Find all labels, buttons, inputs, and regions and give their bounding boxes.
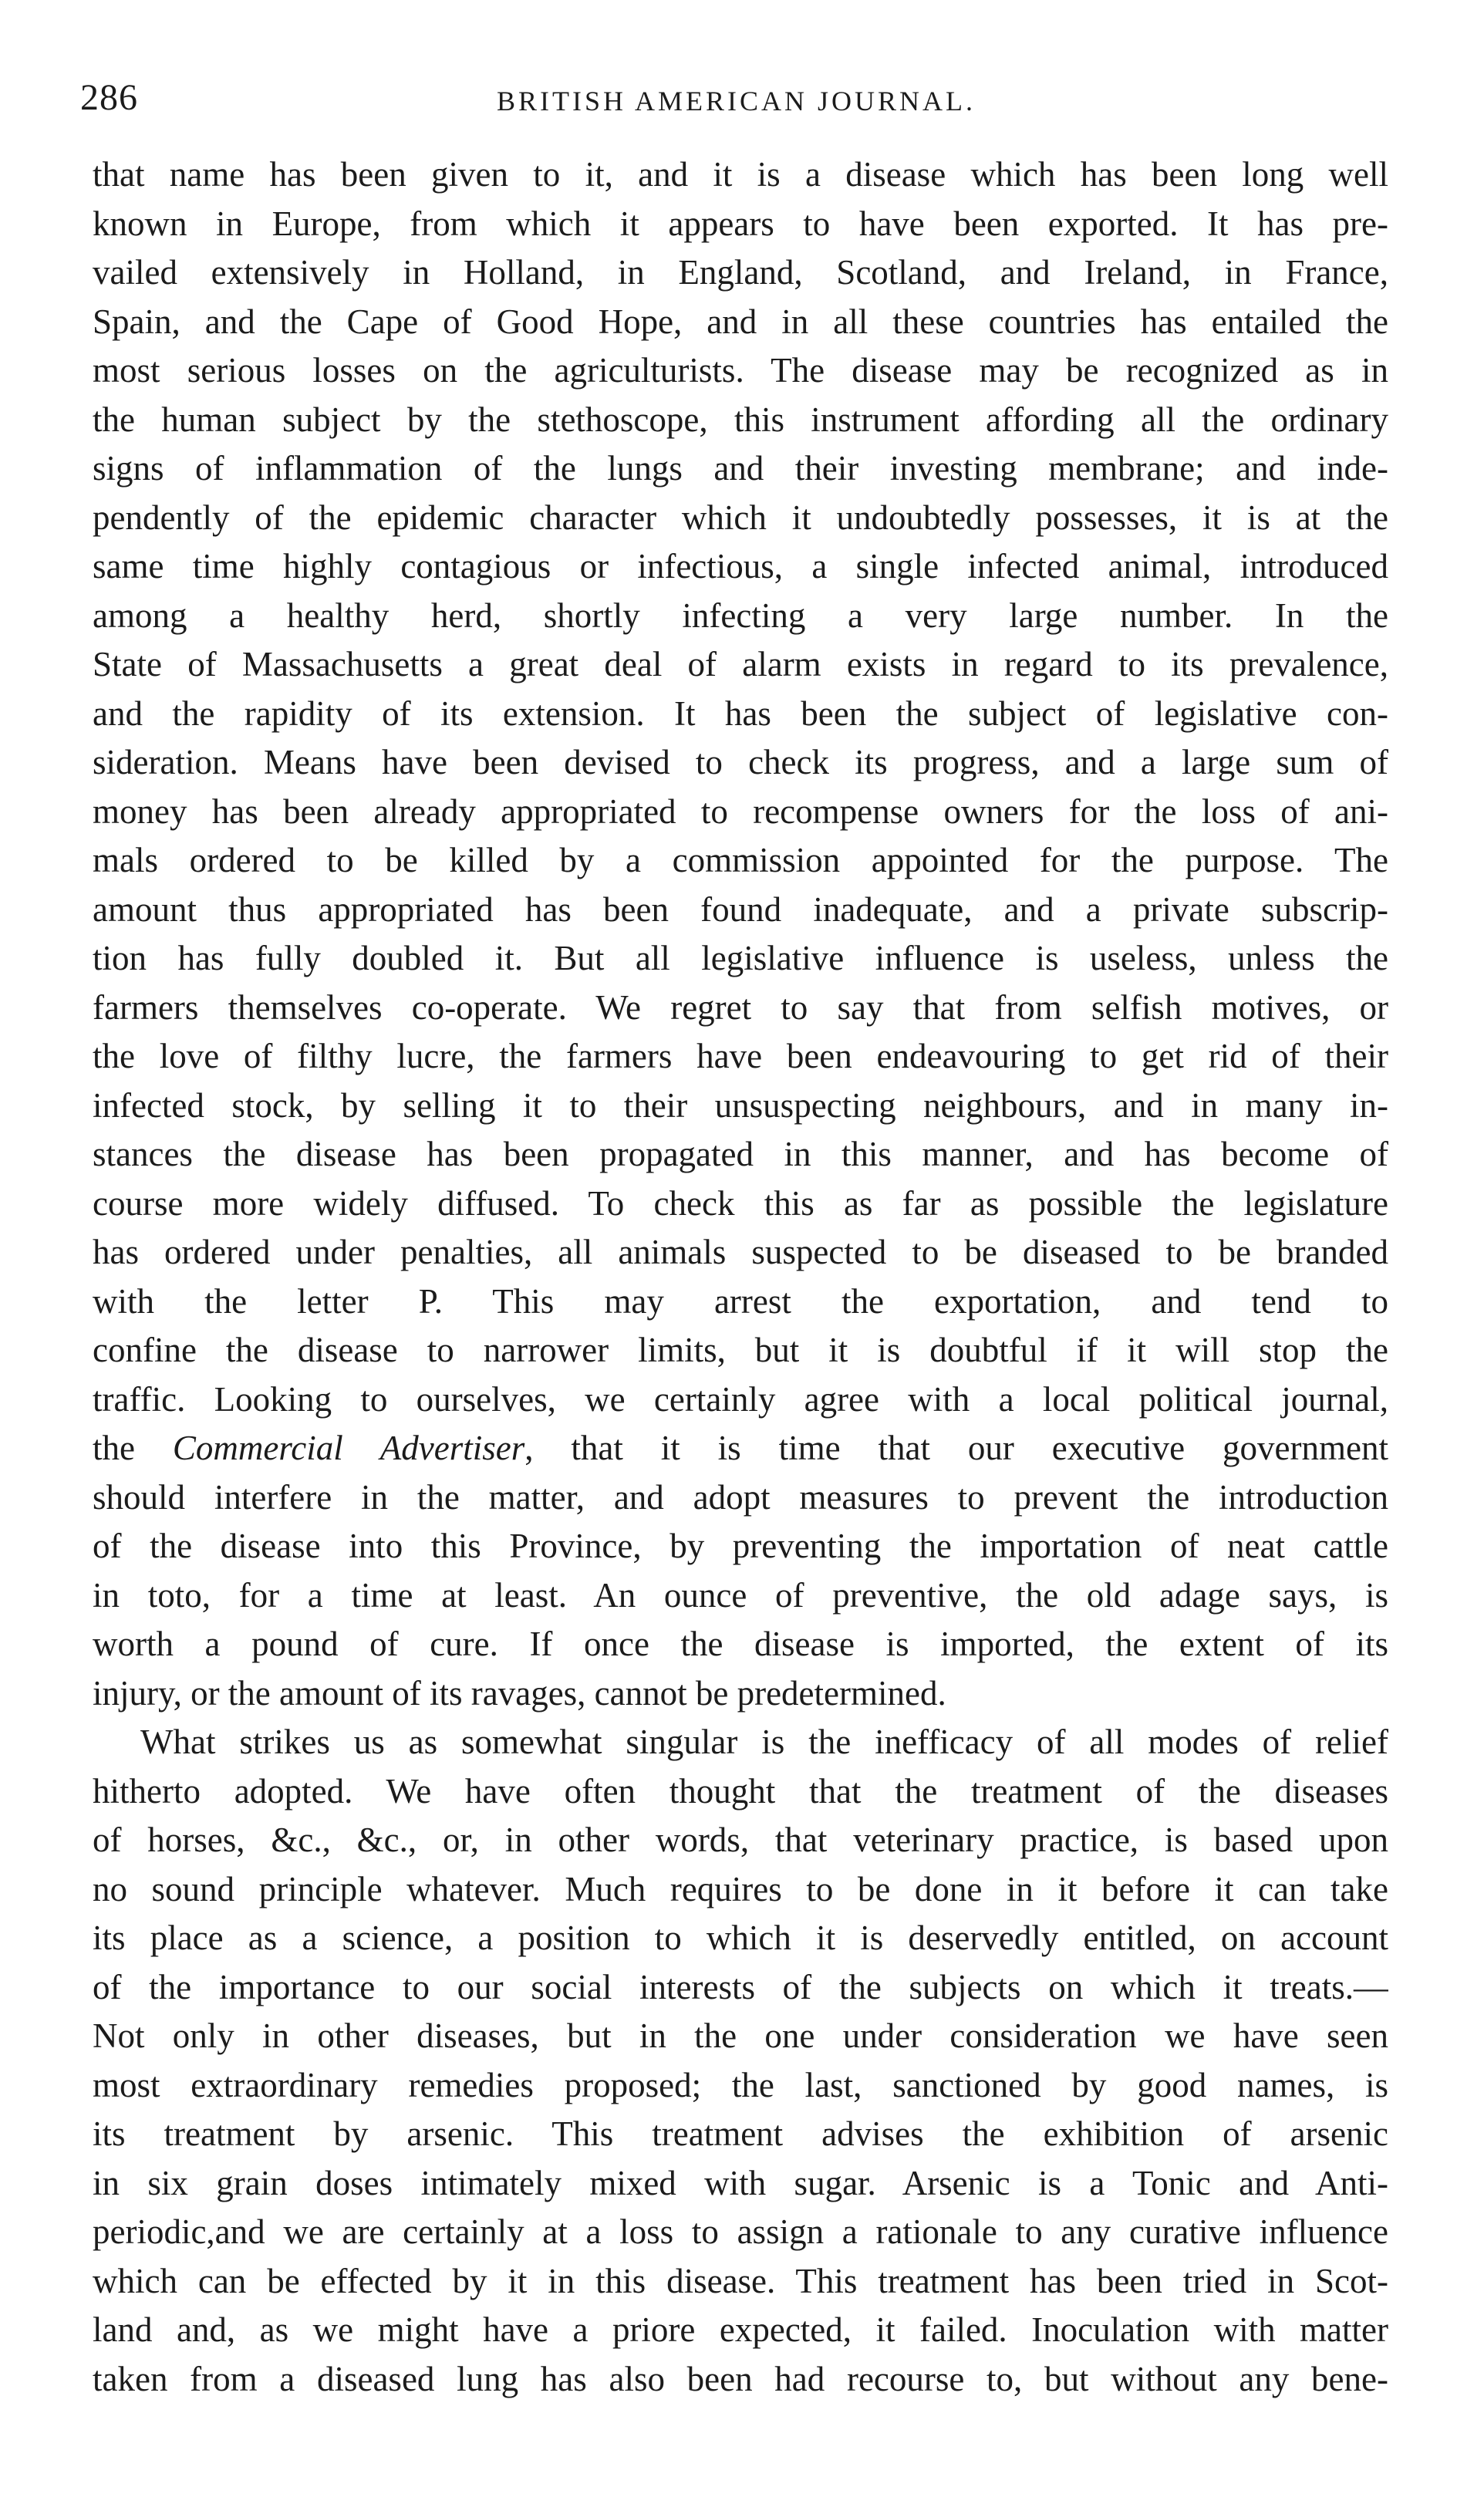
text-line-with-italic-title [93,1424,1388,1473]
text-line: stances the disease has been propagated in this manner, and has become of [93,1135,1388,1173]
newspaper-title: Commercial Advertiser [172,1429,525,1467]
text-line: sideration. Means have been devised to check its progress, and a large sum of [93,743,1388,781]
text-line: in toto, for a time at least. An ounce of preventive, the old adage says, is [93,1575,1388,1615]
line-end-text: , that it is time that our executive government [524,1429,1388,1467]
text-line: Not only in other diseases, but in the one under consideration we have seen [93,2016,1388,2055]
text-line: should interfere in the matter, and adopt measures to prevent the introduction [93,1477,1388,1517]
text-line: the human subject by the stethoscope, this instrument affording all the ordinary [93,400,1388,439]
text-line: What strikes us as somewhat singular is the inefficacy of all modes of relief [140,1723,1388,1761]
text-line: known in Europe, from which it appears to have been exported. It has pre- [93,204,1388,243]
text-line: infected stock, by selling it to their unsuspecting neighbours, and in many in- [93,1085,1388,1125]
paragraph-1 [93,150,1388,1718]
text-line: that name has been given to it, and it is a disease which has been long well [93,155,1388,194]
article-text [93,150,1388,2404]
text-line: farmers themselves co-operate. We regret to say that from selfish motives, or [93,987,1388,1027]
text-line: of horses, &c., &c., or, in other words, that veterinary practice, is based upon [93,1821,1388,1859]
text-line: which can be effected by it in this disease. This treatment has been tried in Scot- [93,2261,1388,2300]
text-line: most serious losses on the agriculturists. The disease may be recognized as in [93,351,1388,390]
text-line: same time highly contagious or infectious, a single infected animal, introduced [93,547,1388,586]
text-line: its treatment by arsenic. This treatment advises the exhibition of arsenic [93,2114,1388,2153]
text-line: land and, as we might have a priore expected, it failed. Inoculation with matter [93,2310,1388,2349]
text-line: Spain, and the Cape of Good Hope, and in all these countries has entailed the [93,302,1388,341]
text-line: no sound principle whatever. Much requires to be done in it before it can take [93,1869,1388,1908]
text-line: mals ordered to be killed by a commission appointed for the purpose. The [93,841,1388,879]
text-line: State of Massachusetts a great deal of alarm exists in regard to its prevalence, [93,645,1388,683]
text-line: among a healthy herd, shortly infecting a very large number. In the [93,596,1388,635]
paragraph-2 [93,1718,1388,2404]
text-line: pendently of the epidemic character which it undoubtedly possesses, it is at the [93,498,1388,537]
page-number: 286 [80,77,138,118]
text-line: vailed extensively in Holland, in England, Scotland, and Ireland, in France, [93,253,1388,292]
text-line: traffic. Looking to ourselves, we certainly agree with a local political journal, [93,1379,1388,1419]
text-line: money has been already appropriated to recompense owners for the loss of ani- [93,791,1388,831]
text-line: of the disease into this Province, by preventing the importation of neat cattle [93,1527,1388,1565]
text-line: injury, or the amount of its ravages, cannot be predetermined. [93,1673,946,1713]
text-line: the love of filthy lucre, the farmers have been endeavouring to get rid of their [93,1037,1388,1075]
text-line: course more widely diffused. To check this as far as possible the legislature [93,1183,1388,1223]
line-start-text: the [93,1429,173,1467]
running-head [80,71,1391,125]
text-line: tion has fully doubled it. But all legislative influence is useless, unless the [93,939,1388,977]
journal-title: BRITISH AMERICAN JOURNAL. [497,86,976,116]
text-line: taken from a diseased lung has also been had recourse to, but without any bene- [93,2359,1388,2398]
text-line: most extraordinary remedies proposed; the last, sanctioned by good names, is [93,2065,1388,2104]
text-line: confine the disease to narrower limits, but it is doubtful if it will stop the [93,1331,1388,1369]
text-line: hitherto adopted. We have often thought that the treatment of the diseases [93,1771,1388,1811]
text-line: with the letter P. This may arrest the exportation, and tend to [93,1281,1388,1321]
text-line: signs of inflammation of the lungs and their investing membrane; and inde- [93,449,1388,488]
text-line: of the importance to our social interests of the subjects on which it treats.— [93,1967,1388,2006]
text-line: worth a pound of cure. If once the disease is imported, the extent of its [93,1625,1388,1663]
text-line: periodic,and we are certainly at a loss to assign a rationale to any curative influence [93,2212,1388,2251]
text-line: amount thus appropriated has been found inadequate, and a private subscrip- [93,889,1388,929]
text-line: has ordered under penalties, all animals suspected to be diseased to be branded [93,1233,1388,1271]
text-line: in six grain doses intimately mixed with sugar. Arsenic is a Tonic and Anti- [93,2163,1388,2202]
text-line: and the rapidity of its extension. It has been the subject of legislative con- [93,693,1388,733]
text-line: its place as a science, a position to which it is deservedly entitled, on account [93,1918,1388,1957]
